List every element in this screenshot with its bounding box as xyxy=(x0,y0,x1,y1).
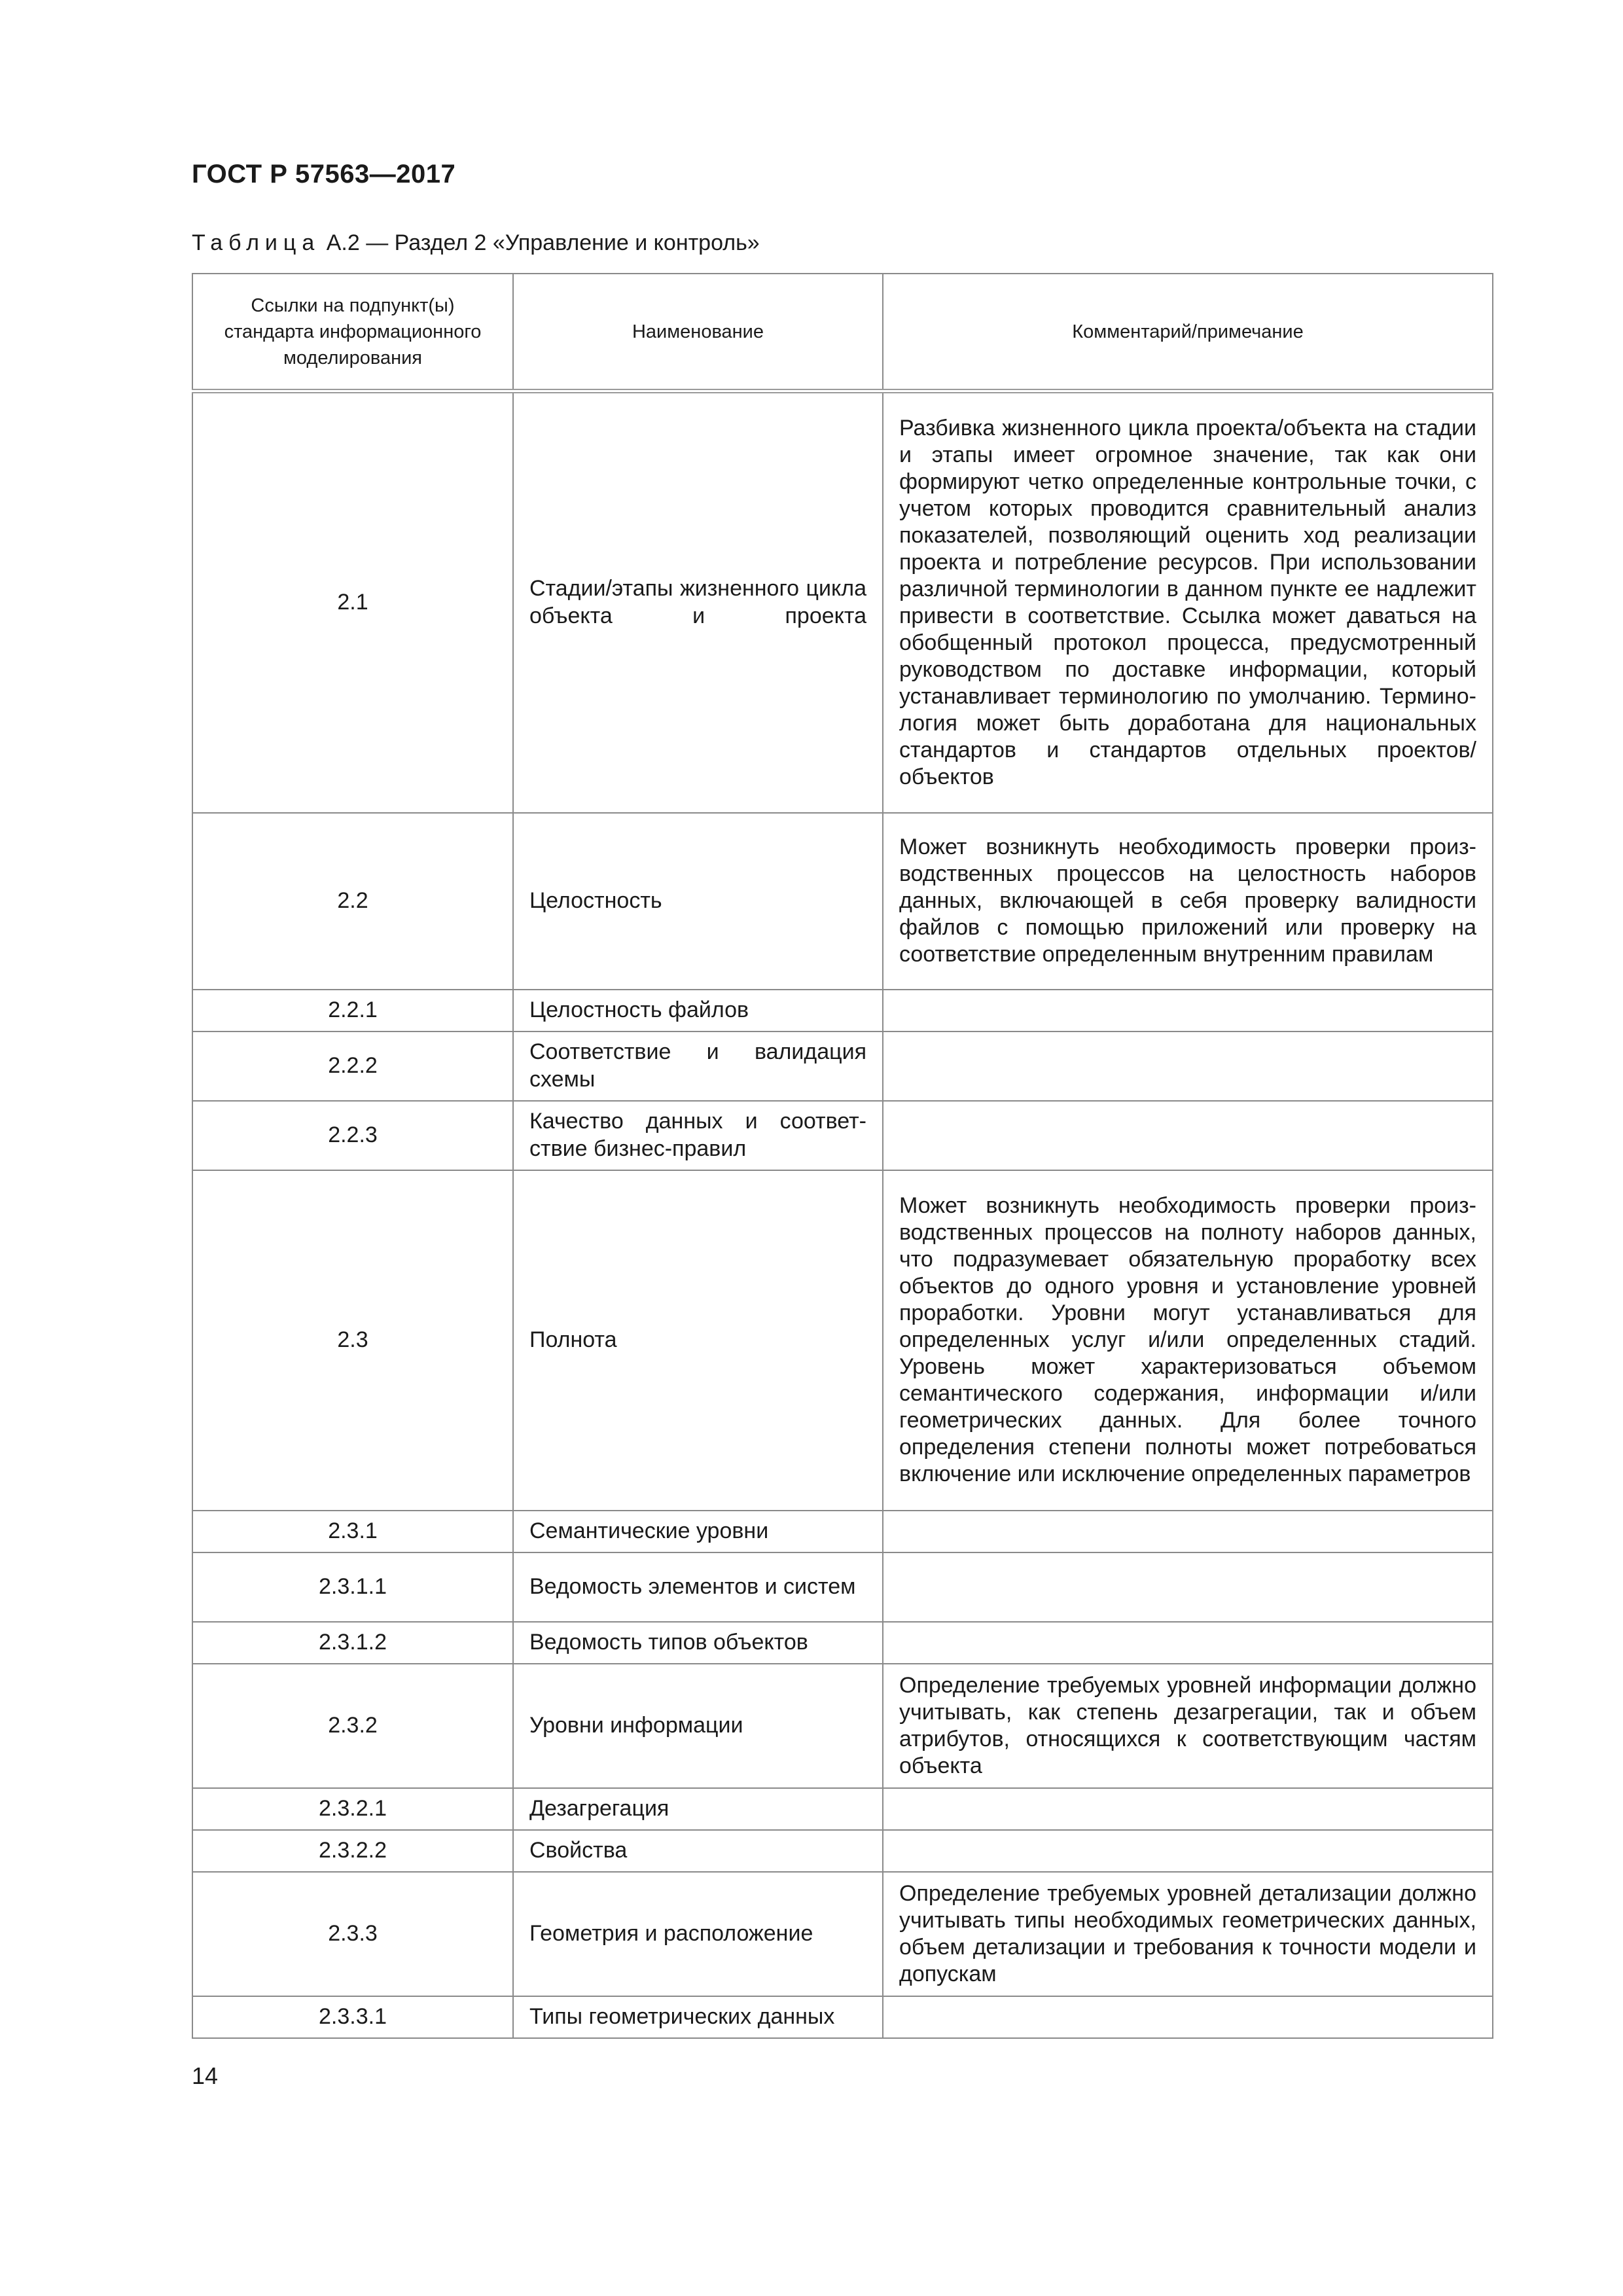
cell-reference: 2.2 xyxy=(192,813,513,990)
cell-name: Дезагрегация xyxy=(513,1788,883,1830)
cell-comment: Определение требуемых уровней детализации должно учитывать типы необходимых геометрических данных, объем детализации и требования к точности модели и допускам xyxy=(883,1872,1493,1996)
table-row xyxy=(192,1552,1493,1622)
cell-comment xyxy=(883,1830,1493,1872)
cell-name: Стадии/этапы жизненного цикла объекта и проекта xyxy=(513,391,883,813)
cell-reference: 2.1 xyxy=(192,391,513,813)
cell-reference: 2.3.1 xyxy=(192,1511,513,1552)
table-caption-word: Таблица xyxy=(192,230,321,255)
cell-name: Целостность xyxy=(513,813,883,990)
cell-name: Свойства xyxy=(513,1830,883,1872)
cell-reference: 2.3 xyxy=(192,1170,513,1511)
cell-name: Соответствие и валидация схемы xyxy=(513,1031,883,1101)
table-row xyxy=(192,813,1493,990)
column-header-comment: Комментарий/примечание xyxy=(883,274,1493,391)
cell-reference: 2.3.2 xyxy=(192,1664,513,1788)
table-row xyxy=(192,1031,1493,1101)
table-row xyxy=(192,1664,1493,1788)
cell-reference: 2.2.3 xyxy=(192,1101,513,1170)
cell-comment xyxy=(883,1552,1493,1622)
cell-name: Качество данных и соответствие бизнес-правил xyxy=(513,1101,883,1170)
cell-comment: Разбивка жизненного цикла проекта/объекта на стадии и этапы имеет огромное значение, так как они формируют четко определенные контрольные точки, с учетом которых проводится сравнительный анализ показателей, позволяющий оценить ход реализации проекта и потребление ресурсов. При использовании различной терминологии в данном пункте ее надлежит привести в соответствие. Ссылка может даваться на обобщенный протокол процесса, предусмотренный руководством по доставке информации, который устанавливает терминологию по умолчанию. Терминология может быть доработана для национальных стандартов и стандартов отдельных проектов/ объектов xyxy=(883,391,1493,813)
cell-name: Ведомость типов объектов xyxy=(513,1622,883,1664)
cell-reference: 2.2.2 xyxy=(192,1031,513,1101)
cell-comment: Определение требуемых уровней информации должно учитывать, как степень дезагрегации, так и объем атрибутов, относящихся к соответствующим частям объекта xyxy=(883,1664,1493,1788)
cell-reference: 2.3.2.2 xyxy=(192,1830,513,1872)
cell-comment xyxy=(883,1996,1493,2038)
cell-name: Целостность файлов xyxy=(513,990,883,1031)
table-row xyxy=(192,1101,1493,1170)
table-row xyxy=(192,990,1493,1031)
table-caption xyxy=(192,230,760,256)
table-caption-title: А.2 — Раздел 2 «Управление и контроль» xyxy=(320,230,760,255)
cell-comment: Может возникнуть необходимость проверки производственных процессов на целостность наборов данных, включающей в себя проверку валидности файлов с помощью приложений или проверку на соответствие определенным внутренним правилам xyxy=(883,813,1493,990)
table-row xyxy=(192,1872,1493,1996)
cell-reference: 2.3.1.1 xyxy=(192,1552,513,1622)
cell-comment: Может возникнуть необходимость проверки производственных процессов на полноту наборов данных, что подразумевает обязательную проработку всех объектов до одного уровня и установление уровней проработки. Уровни могут устанавливаться для определенных услуг и/или определенных стадий. Уровень может характеризоваться объемом семантического содержания, информации и/или геометрических данных. Для более точного определения степени полноты может потребоваться включение или исключение определенных параметров xyxy=(883,1170,1493,1511)
cell-reference: 2.3.1.2 xyxy=(192,1622,513,1664)
cell-comment xyxy=(883,990,1493,1031)
table-row xyxy=(192,1511,1493,1552)
cell-reference: 2.2.1 xyxy=(192,990,513,1031)
cell-comment xyxy=(883,1788,1493,1830)
cell-name: Ведомость элементов и систем xyxy=(513,1552,883,1622)
cell-comment xyxy=(883,1031,1493,1101)
cell-name: Уровни информации xyxy=(513,1664,883,1788)
table-header-row xyxy=(192,274,1493,391)
cell-comment xyxy=(883,1101,1493,1170)
table-row xyxy=(192,1170,1493,1511)
cell-name: Типы геометрических данных xyxy=(513,1996,883,2038)
cell-name: Геометрия и расположение xyxy=(513,1872,883,1996)
table-row xyxy=(192,1996,1493,2038)
column-header-name: Наименование xyxy=(513,274,883,391)
cell-reference: 2.3.3 xyxy=(192,1872,513,1996)
table-row xyxy=(192,1830,1493,1872)
cell-reference: 2.3.3.1 xyxy=(192,1996,513,2038)
cell-comment xyxy=(883,1511,1493,1552)
cell-reference: 2.3.2.1 xyxy=(192,1788,513,1830)
table-row xyxy=(192,1622,1493,1664)
table-row xyxy=(192,1788,1493,1830)
cell-name: Семантические уровни xyxy=(513,1511,883,1552)
document-id: ГОСТ Р 57563—2017 xyxy=(192,160,456,188)
table-row xyxy=(192,391,1493,813)
cell-name: Полнота xyxy=(513,1170,883,1511)
requirements-table xyxy=(192,273,1493,2039)
column-header-reference: Ссылки на подпункт(ы) стандарта информационного моделирования xyxy=(192,274,513,391)
cell-comment xyxy=(883,1622,1493,1664)
page-number: 14 xyxy=(192,2062,219,2089)
